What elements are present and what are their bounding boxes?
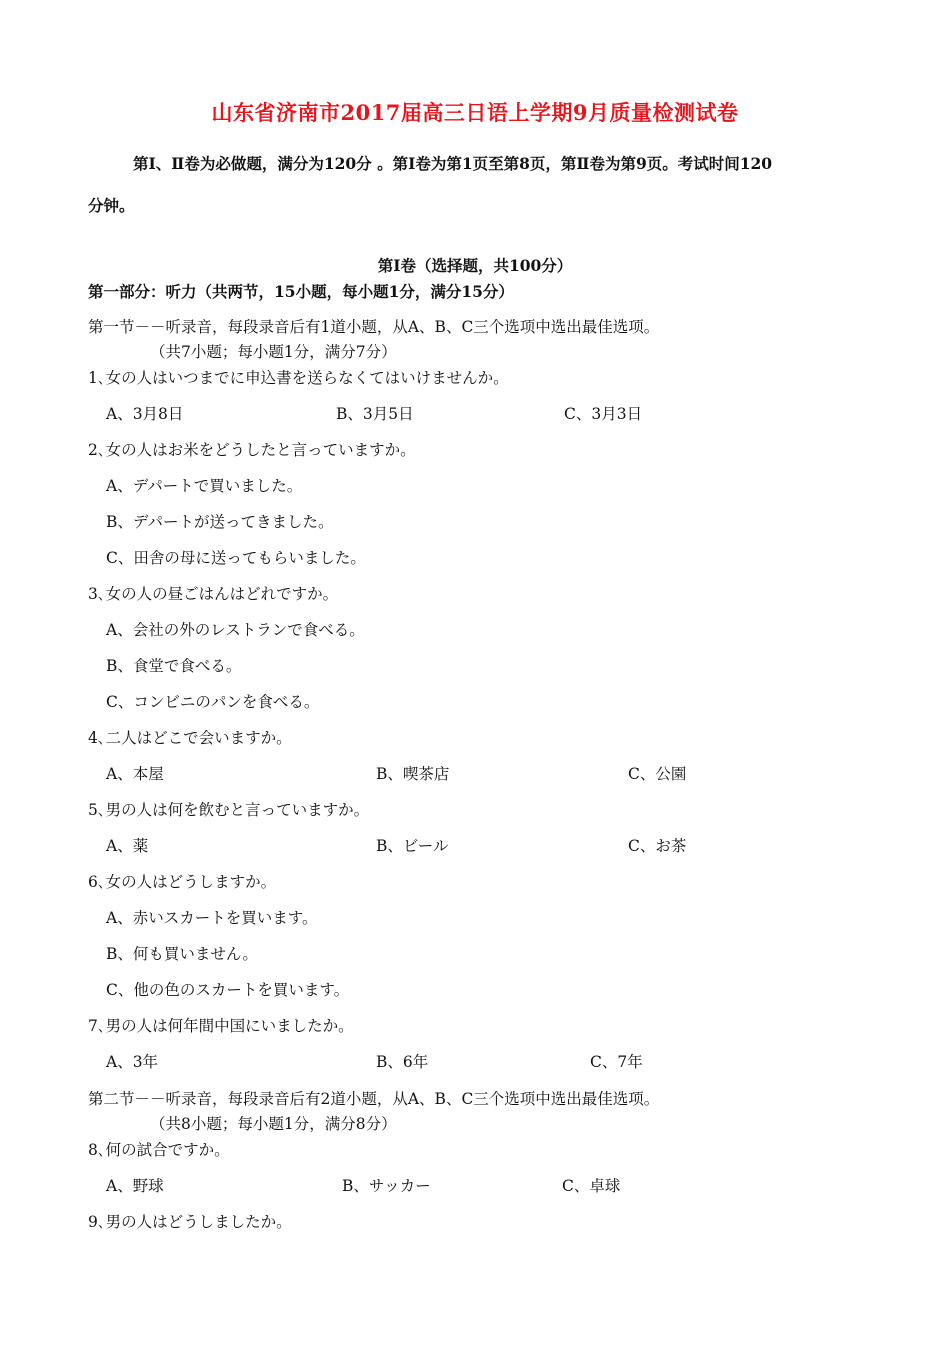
exam-title: 山东省济南市2017届高三日语上学期9月质量检测试卷 [211,100,739,125]
option-a: A、3月8日 [106,405,184,423]
option-a: A、野球 [106,1177,164,1195]
question-stem: 3､女の人の昼ごはんはどれですか。 [88,585,339,603]
option-b: B、3月5日 [336,405,414,423]
question-stem: 7､男の人は何年間中国にいましたか。 [88,1017,354,1035]
option-c: C、田舎の母に送ってもらいました。 [106,549,366,567]
option-c: C、公園 [628,765,687,783]
question-stem: 2､女の人はお米をどうしたと言っていますか。 [88,441,416,459]
option-a: A、3年 [106,1053,159,1071]
option-a: A、会社の外のレストランで食べる。 [106,621,365,639]
option-b: B、デパートが送ってきました。 [106,513,334,531]
question-stem: 8､何の試合ですか。 [88,1141,230,1159]
option-c: C、7年 [590,1053,643,1071]
question-stem: 9､男の人はどうしましたか。 [88,1213,292,1231]
intro-line-1: 第Ⅰ、Ⅱ卷为必做题，满分为120分 。第Ⅰ卷为第1页至第8页，第Ⅱ卷为第9页。考试时间120 [133,154,773,173]
question-stem: 4､二人はどこで会いますか。 [88,729,292,747]
option-b: B、ビール [376,837,449,855]
option-b: B、サッカー [342,1177,431,1195]
option-c: C、他の色のスカートを買います。 [106,981,350,999]
option-c: C、お茶 [628,837,687,855]
option-a: A、薬 [106,837,149,855]
question-stem: 1､女の人はいつまでに申込書を送らなくてはいけませんか。 [88,369,509,387]
option-b: B、6年 [376,1053,429,1071]
option-b: B、何も買いません。 [106,945,258,963]
option-a: A、本屋 [106,765,164,783]
option-a: A、赤いスカートを買います。 [106,909,318,927]
option-a: A、デパートで買いました。 [106,477,303,495]
option-c: C、卓球 [562,1177,621,1195]
option-c: C、コンビニのパンを食べる。 [106,693,320,711]
volume-1-heading: 第Ⅰ卷（选择题，共100分） [377,256,573,275]
section-2-instruction: 第二节－－听录音，每段录音后有2道小题，从A、B、C三个选项中选出最佳选项。 [88,1090,660,1108]
option-b: B、喫茶店 [376,765,450,783]
section-1-note: （共7小题；每小题1分，满分7分） [150,343,397,361]
question-stem: 6､女の人はどうしますか。 [88,873,277,891]
part-1-heading: 第一部分：听力（共两节，15小题，每小题1分，满分15分） [88,282,514,301]
option-b: B、食堂で食べる。 [106,657,242,675]
option-c: C、3月3日 [564,405,643,423]
section-2-note: （共8小题；每小题1分，满分8分） [150,1115,397,1133]
question-stem: 5､男の人は何を飲むと言っていますか。 [88,801,370,819]
section-1-instruction: 第一节－－听录音，每段录音后有1道小题，从A、B、C三个选项中选出最佳选项。 [88,318,660,336]
intro-line-2: 分钟。 [88,196,135,215]
